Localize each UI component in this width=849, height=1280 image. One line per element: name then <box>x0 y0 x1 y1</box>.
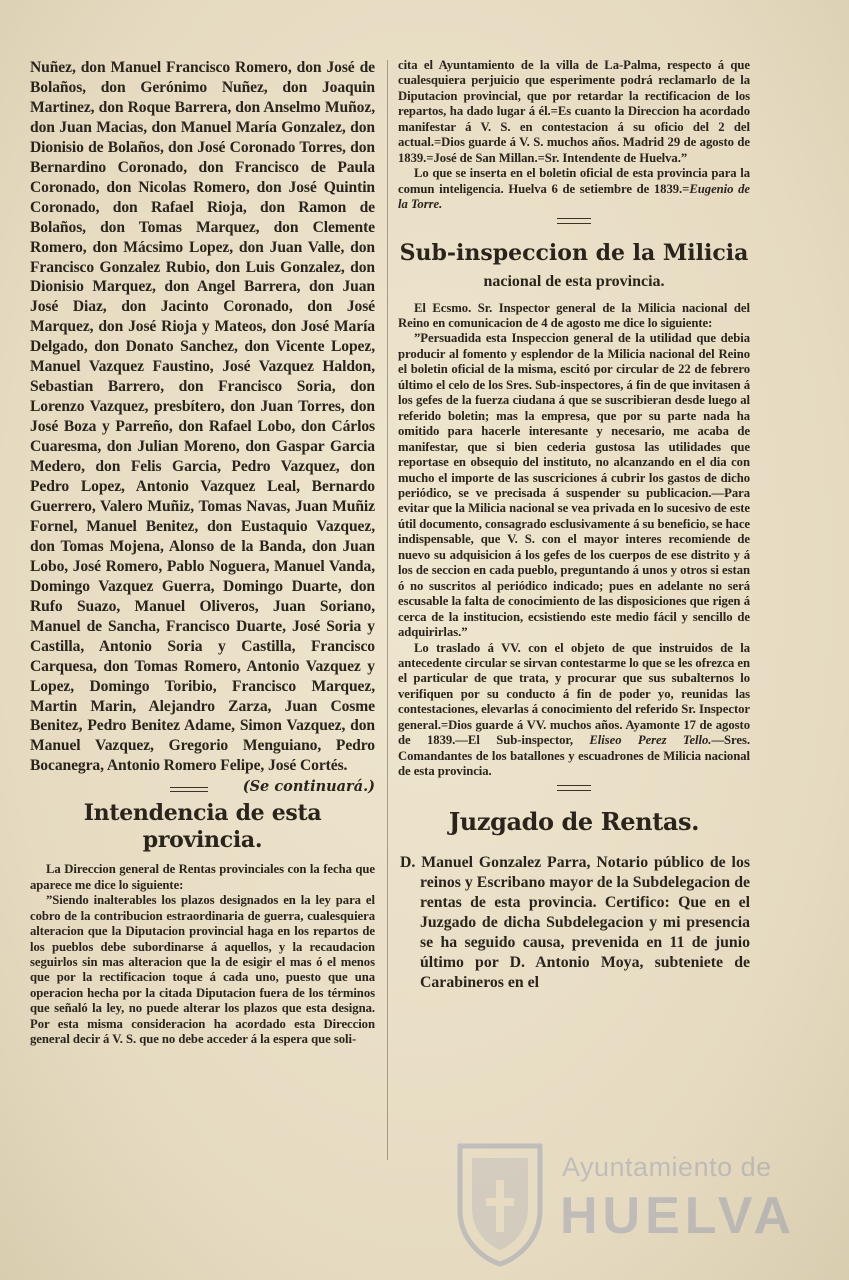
intendencia-intro: La Direccion general de Rentas provinciales con la fecha que aparece me dice lo siguiente: <box>30 862 375 892</box>
intendencia-body: ”Siendo inalterables los plazos designados en la ley para el cobro de la contribucion estraordinaria de guerra, cualesquiera alteracion que la Diputacion provincial haga en los repartos de los pueblos debe subordinarse á aquellos, y la recaudacion seguirlos sin mas alteracion que la de esigir el mas ó el menos que por la rectificacion toque á cada uno, puesto que una operacion hecha por la citada Diputacion fuera de los términos que señaló la ley, no puede alterar los plazos que esta designa. Por esta misma consideracion ha acordado esta Direccion general decir á V. S. que no debe acceder á la espera que soli- <box>30 893 375 1047</box>
notary-certificate: D. Manuel Gonzalez Parra, Notario público de los reinos y Escribano mayor de la Subdelegacion de rentas de esta provincia. Certifico: Que en el Juzgado de dicha Subdelegacion y mi presencia se ha seguido causa, prevenida en 11 de junio último por D. Antonio Moya, subteniete de Carabineros en el <box>400 853 750 991</box>
insertion-note <box>398 166 750 212</box>
names-list: Nuñez, don Manuel Francisco Romero, don José de Bolaños, don Gerónimo Nuñez, don Joaquin Martinez, don Roque Barrera, don Anselmo Muñoz, don Juan Macias, don Manuel María Gonzalez, don Dionisio de Bolaños, don José Coronado Torres, don Bernardino Coronado, don Francisco de Paula Coronado, don Nicolas Romero, don José Quintin Coronado, don Rafael Rioja, don Ramon de Bolaños, don Tomas Marquez, don Clemente Romero, don Mácsimo Lopez, don Juan Valle, don Francisco Gonzalez Rubio, don Luis Gonzalez, don Dionisio Marquez, don Angel Barrera, don Juan José Diaz, don Jacinto Coronado, don José Marquez, don José Rioja y Mateos, don José María Delgado, don Donato Sanchez, don Vicente Lopez, Manuel Vazquez Faustino, José Vazquez Haldon, Sebastian Barrero, don Francisco Soria, don Lorenzo Vazquez, presbítero, don Juan Torres, don José Boza y Parreño, don Rafael Lobo, don Cárlos Cuaresma, don Julian Moreno, don Gaspar Garcia Medero, don Felis Garcia, Pedro Vazquez, don Pedro Lopez, Antonio Vazquez Leal, Bernardo Guerrero, Valero Muñiz, Tomas Navas, Juan Muñiz Fornel, Manuel Benitez, don Eustaquio Vazquez, don Tomas Mojena, Alonso de la Banda, don Juan Lobo, José Romero, Pablo Noguera, Manuel Vanda, Domingo Vazquez Guerra, Domingo Duarte, don Rufo Suazo, Manuel Oliveros, Juan Soriano, Manuel de Sancha, Francisco Duarte, José Soria y Castilla, Antonio Soria y Castilla, Francisco Carquesa, don Tomas Romero, Antonio Vazquez y Lopez, Domingo Toribio, Francisco Marquez, Martin Marin, Alejandro Zarza, Juan Cosme Benitez, Pedro Benitez Adame, Simon Vazquez, don Manuel Vazquez, Gregorio Menguiano, Pedro Bocanegra, Antonio Romero Felipe, José Cortés. <box>30 59 375 775</box>
ayuntamiento-watermark <box>452 1140 812 1270</box>
section-subheading-subinspeccion: nacional de esta provincia. <box>483 272 665 290</box>
insertion-signature: Eugenio de la Torre. <box>398 181 750 212</box>
subinspeccion-traslado <box>398 641 750 780</box>
right-column <box>398 58 750 993</box>
section-heading-intendencia: Intendencia de esta provincia. <box>83 800 322 854</box>
circular-continuation: cita el Ayuntamiento de la villa de La-Palma, respecto á que cualesquiera perjuicio que esperimente podrá reclamarlo de la Diputacion provincial, que por retardar la rectificacion de los repartos, ha dado lugar á él.=Es cuanto la Direccion ha acordado manifestar á V. S. en contestacion á su oficio del 2 del actual.=Dios guarde á V. S. muchos años. Madrid 29 de agosto de 1839.=José de San Millan.=Sr. Intendente de Huelva.” <box>398 58 750 165</box>
coat-of-arms-shield-icon <box>452 1140 548 1268</box>
traslado-signature: Eliseo Perez Tello. <box>589 733 712 748</box>
insertion-text: Lo que se inserta en el boletin oficial de esta provincia para la comun inteligencia. Huelva 6 de setiembre de 1839.= <box>398 166 750 196</box>
traslado-text: Lo traslado á VV. con el objeto de que instruidos de la antecedente circular se sirvan contestarme lo que se les ofrezca en el particular de que trata, y procurar que sus subalternos lo verifiquen por su conducto á fin de poder yo, reunidas las contestaciones, elevarlas á conocimiento del referido Sr. Inspector general.=Dios guarde á VV. muchos años. Ayamonte 17 de agosto de 1839.—El Sub-inspector, <box>398 640 750 748</box>
section-heading-juzgado: Juzgado de Rentas. <box>448 806 700 836</box>
continuation-note <box>30 778 375 796</box>
subinspeccion-quote: ”Persuadida esta Inspeccion general de la utilidad que debia producir al fomento y esplendor de la Milicia nacional del Reino el boletin oficial de la misma, escitó por circular de 22 de febrero último el celo de los Sres. Sub-inspectores, á fin de que invitasen á los gefes de la fuerza ciudana á que se suscribieran desde luego al referido boletin; mas la empresa, que por su parte nada ha omitido para hacerle interesante y necesario, me acaba de manifestar, que si bien cederia gustosa las utilidades que reportase en obsequio del instituto, no alcanzando en el dia con mucho el importe de las suscriciones á cubrir los gastos de dicho periódico, se ve precisada á suspender su publicacion.—Para evitar que la Milicia nacional se vea privada en lo sucesivo de este útil documento, consagrado esclusivamente á su beneficio, se hace indispensable, que V. S. con el mayor interes recomiende de nuevo su adquisicion á los gefes de los cuerpos de ese distrito y á los de seccion en cada pueblo, preguntando á unos y otros si estan ó no suscritos al periódico indicado; pues en adelante no será escusable la falta de conocimiento de las disposiciones que rigen á cerca de la institucion, ecsistiendo este medio fácil y sencillo de adquirirlas.” <box>398 331 750 640</box>
traslado-recipients: —Sres. Comandantes de los batallones y escuadrones de Milicia nacional de esta provincia. <box>398 733 750 779</box>
section-separator <box>557 785 591 791</box>
section-heading-subinspeccion: Sub-inspeccion de la Milicia <box>399 239 749 266</box>
separator-dash <box>170 787 208 792</box>
section-separator <box>557 218 591 224</box>
left-column <box>30 58 375 1048</box>
continuation-text: (Se continuará.) <box>242 778 375 796</box>
watermark-line-2: HUELVA <box>560 1187 797 1245</box>
watermark-line-1: Ayuntamiento de <box>562 1152 772 1182</box>
subinspeccion-intro: El Ecsmo. Sr. Inspector general de la Milicia nacional del Reino en comunicacion de 4 de agosto me dice lo siguiente: <box>398 300 750 330</box>
column-divider <box>387 60 388 1160</box>
